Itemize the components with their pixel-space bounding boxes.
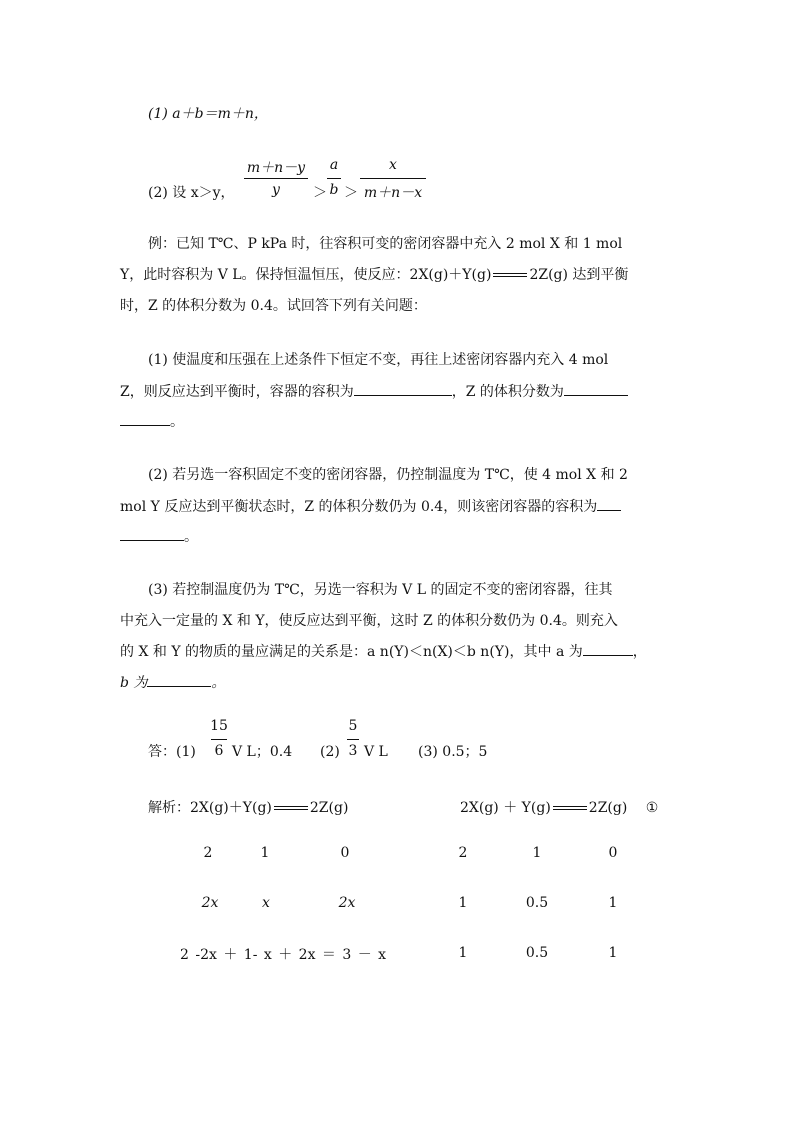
q3-line-3 — [120, 641, 647, 662]
row2-left-z: 2x — [338, 895, 356, 911]
q2-line-1: (2) 若另选一容积固定不变的密闭容器，仍控制温度为 T℃，使 4 mol X 和 2 — [148, 467, 628, 483]
answer-part2-tail: V L — [364, 744, 388, 760]
q2-line-3 — [120, 526, 198, 547]
q3-line-1: (3) 若控制温度仍为 T℃，另选一容积为 V L 的固定不变的密闭容器，往其 — [148, 582, 613, 598]
equilibrium-arrow-icon — [274, 803, 308, 813]
q3-b-label: b 为 — [120, 675, 148, 691]
row1-right-x: 2 — [458, 845, 468, 861]
row2-left-x: 2x — [201, 895, 219, 911]
q1-text-a: Z，则反应达到平衡时，容器的容积为 — [120, 384, 354, 400]
answer-frac2-bar — [347, 739, 359, 740]
answer-part3: (3) 0.5；5 — [418, 744, 488, 760]
equilibrium-arrow-icon — [493, 270, 527, 280]
answer-frac2-den: 3 — [348, 743, 358, 759]
q3-line-4 — [120, 672, 225, 693]
q2-period: 。 — [184, 529, 198, 545]
q3-blank-b — [147, 672, 211, 687]
answer-part1-tail: V L；0.4 — [232, 744, 293, 760]
frac1-denominator: y — [272, 182, 280, 198]
analysis-right-product: 2Z(g) — [588, 800, 628, 816]
answer-label: 答：(1) — [148, 744, 196, 760]
answer-frac2-num: 5 — [348, 718, 358, 734]
answer-frac1-num: 15 — [210, 718, 228, 734]
frac2-numerator: a — [329, 157, 339, 173]
analysis-right-reactants: 2X(g) ＋ Y(g) — [460, 800, 551, 816]
example-line-2-tail: 2Z(g) 达到平衡 — [529, 267, 629, 283]
q2-blank-b — [120, 526, 184, 541]
row1-left-y: 1 — [260, 845, 270, 861]
row3-right-y: 0.5 — [525, 945, 549, 961]
q3-line-2: 中充入一定量的 X 和 Y，使反应达到平衡，这时 Z 的体积分数仍为 0.4。则充入 — [120, 613, 618, 629]
q1-line-3 — [120, 411, 184, 432]
frac2-denominator: b — [329, 182, 339, 198]
q1-blank-fraction-b — [120, 411, 170, 426]
example-line-2 — [120, 265, 628, 285]
row2-left-y: x — [262, 895, 270, 911]
condition-2-prefix: (2) 设 x＞y， — [148, 185, 235, 201]
frac3-bar — [360, 178, 426, 179]
condition-1: (1) a＋b＝m＋n， — [148, 106, 268, 122]
row1-right-y: 1 — [532, 845, 542, 861]
answer-frac1-den: 6 — [214, 743, 224, 759]
q3-blank-a — [583, 641, 633, 656]
frac2-bar — [327, 178, 341, 179]
analysis-left-equation — [148, 798, 348, 818]
q3-text: 的 X 和 Y 的物质的量应满足的关系是：a n(Y)＜n(X)＜b n(Y)，其中 a 为 — [120, 644, 583, 660]
analysis-right-equation — [460, 798, 658, 818]
row1-left-z: 0 — [340, 845, 350, 861]
q2-text: mol Y 反应达到平衡状态时，Z 的体积分数仍为 0.4，则该密闭容器的容积为 — [120, 499, 598, 515]
frac1-numerator: m＋n－y — [246, 160, 306, 176]
q1-text-b: ，Z 的体积分数为 — [451, 384, 564, 400]
analysis-product: 2Z(g) — [309, 800, 349, 816]
example-line-2-text: Y，此时容积为 V L。保持恒温恒压，使反应：2X(g)＋Y(g) — [120, 267, 492, 283]
equilibrium-arrow-icon — [553, 803, 587, 813]
q2-line-2 — [120, 496, 621, 517]
gt-sign-1: ＞ — [313, 185, 327, 201]
frac1-bar — [244, 178, 308, 179]
q1-line-2 — [120, 381, 628, 402]
row1-left-x: 2 — [203, 845, 213, 861]
row2-right-z: 1 — [608, 895, 618, 911]
row3-right-x: 1 — [458, 945, 468, 961]
q1-blank-fraction-a — [564, 381, 628, 396]
row1-right-z: 0 — [608, 845, 618, 861]
q3-comma: ， — [632, 644, 647, 660]
row2-right-y: 0.5 — [525, 895, 549, 911]
q1-period: 。 — [170, 414, 184, 430]
frac3-denominator: m＋n－x — [363, 185, 423, 201]
frac3-numerator: x — [389, 157, 397, 173]
gt-sign-2: ＞ — [344, 185, 358, 201]
row3-right-z: 1 — [608, 945, 618, 961]
example-line-3: 时，Z 的体积分数为 0.4。试回答下列有关问题： — [120, 298, 427, 314]
q2-blank-a — [597, 496, 621, 511]
row3-left-expression: 2 -2x ＋ 1- x ＋ 2x ＝ 3 － x — [180, 947, 387, 963]
row2-right-x: 1 — [458, 895, 468, 911]
analysis-label: 解析：2X(g)＋Y(g) — [148, 800, 272, 816]
answer-frac1-bar — [211, 739, 227, 740]
example-line-1: 例：已知 T℃、P kPa 时，往容积可变的密闭容器中充入 2 mol X 和 1 mol — [148, 236, 623, 252]
q3-period: 。 — [211, 675, 226, 691]
answer-part2-label: (2) — [320, 744, 340, 760]
q1-line-1: (1) 使温度和压强在上述条件下恒定不变，再往上述密闭容器内充入 4 mol — [148, 352, 609, 368]
q1-blank-volume — [354, 381, 452, 396]
circled-one-marker: ① — [645, 800, 659, 816]
